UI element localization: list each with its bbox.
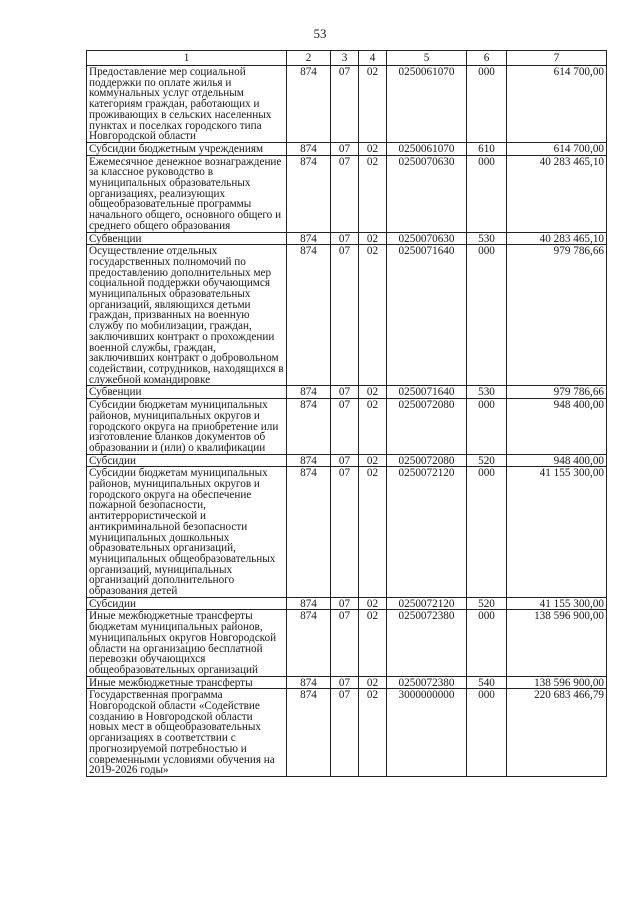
row-subsection-cell: 02 <box>359 386 387 399</box>
row-subsection-cell: 02 <box>359 155 387 232</box>
row-grbs-cell: 874 <box>287 454 331 467</box>
row-section-cell: 07 <box>331 610 359 676</box>
row-expense-type-cell: 610 <box>467 142 507 155</box>
row-expense-type-cell: 000 <box>467 155 507 232</box>
row-name-cell: Иные межбюджетные трансферты <box>87 676 287 689</box>
row-expense-type-cell: 000 <box>467 689 507 777</box>
row-grbs-cell: 874 <box>287 399 331 455</box>
row-target-article-cell: 0250072120 <box>387 467 467 597</box>
row-expense-type-cell: 530 <box>467 386 507 399</box>
row-name-cell: Государственная программа Новгородской области «Содействие созданию в Новгородской области новых мест в общеобразовательных организациях в соответствии с прогнозируемой потребностью и современными условиями обучения на 2019-2026 годы» <box>87 689 287 777</box>
row-subsection-cell: 02 <box>359 689 387 777</box>
row-section-cell: 07 <box>331 454 359 467</box>
row-grbs-cell: 874 <box>287 676 331 689</box>
row-target-article-cell: 0250071640 <box>387 245 467 386</box>
row-amount-cell: 138 596 900,00 <box>507 676 607 689</box>
page-number: 53 <box>313 26 327 41</box>
row-name-cell: Осуществление отдельных государственных полномочий по предоставлению дополнительных мер социальной поддержки обучающимся муниципальных образовательных организаций, являющихся детьми граждан, призванных на военную службу по мобилизации, граждан, заключивших контракт о прохождении военной службы, граждан, заключивших контракт о добровольном содействии, сотрудников, находящихся в служебной командировке <box>87 245 287 386</box>
row-target-article-cell: 0250070630 <box>387 232 467 245</box>
table-row <box>87 467 607 597</box>
row-grbs-cell: 874 <box>287 155 331 232</box>
row-subsection-cell: 02 <box>359 610 387 676</box>
row-amount-cell: 979 786,66 <box>507 386 607 399</box>
row-name-cell: Субсидии <box>87 597 287 610</box>
row-subsection-cell: 02 <box>359 232 387 245</box>
row-grbs-cell: 874 <box>287 232 331 245</box>
row-target-article-cell: 3000000000 <box>387 689 467 777</box>
row-amount-cell: 979 786,66 <box>507 245 607 386</box>
col-header-1: 1 <box>87 51 287 66</box>
row-name-cell: Ежемесячное денежное вознаграждение за классное руководство в муниципальных образовательных организациях, реализующих общеобразовательные программы начального общего, основного общего и среднего общего образования <box>87 155 287 232</box>
table-row <box>87 386 607 399</box>
col-header-7: 7 <box>507 51 607 66</box>
row-name-cell: Субсидии бюджетным учреждениям <box>87 142 287 155</box>
table-body <box>87 66 607 777</box>
row-name-cell: Предоставление мер социальной поддержки по оплате жилья и коммунальных услуг отдельным категориям граждан, работающих и проживающих в сельских населенных пунктах и поселках городского типа Новгородской области <box>87 66 287 143</box>
table-row <box>87 610 607 676</box>
row-section-cell: 07 <box>331 689 359 777</box>
row-amount-cell: 138 596 900,00 <box>507 610 607 676</box>
row-subsection-cell: 02 <box>359 66 387 143</box>
row-grbs-cell: 874 <box>287 610 331 676</box>
row-target-article-cell: 0250072380 <box>387 676 467 689</box>
row-amount-cell: 40 283 465,10 <box>507 155 607 232</box>
row-target-article-cell: 0250061070 <box>387 66 467 143</box>
table-row <box>87 597 607 610</box>
table-row <box>87 155 607 232</box>
row-subsection-cell: 02 <box>359 467 387 597</box>
col-header-4: 4 <box>359 51 387 66</box>
row-name-cell: Субсидии <box>87 454 287 467</box>
row-target-article-cell: 0250072120 <box>387 597 467 610</box>
row-section-cell: 07 <box>331 245 359 386</box>
row-amount-cell: 614 700,00 <box>507 66 607 143</box>
row-subsection-cell: 02 <box>359 142 387 155</box>
table-row <box>87 142 607 155</box>
row-expense-type-cell: 000 <box>467 66 507 143</box>
row-grbs-cell: 874 <box>287 142 331 155</box>
row-section-cell: 07 <box>331 467 359 597</box>
row-section-cell: 07 <box>331 232 359 245</box>
row-subsection-cell: 02 <box>359 399 387 455</box>
row-target-article-cell: 0250071640 <box>387 386 467 399</box>
col-header-6: 6 <box>467 51 507 66</box>
row-section-cell: 07 <box>331 155 359 232</box>
row-expense-type-cell: 540 <box>467 676 507 689</box>
row-section-cell: 07 <box>331 386 359 399</box>
row-expense-type-cell: 000 <box>467 610 507 676</box>
row-subsection-cell: 02 <box>359 597 387 610</box>
row-amount-cell: 948 400,00 <box>507 399 607 455</box>
col-header-5: 5 <box>387 51 467 66</box>
row-expense-type-cell: 000 <box>467 399 507 455</box>
row-name-cell: Субсидии бюджетам муниципальных районов, муниципальных округов и городского округа на приобретение или изготовление бланков документов об образовании и (или) о квалификации <box>87 399 287 455</box>
row-target-article-cell: 0250070630 <box>387 155 467 232</box>
row-expense-type-cell: 000 <box>467 467 507 597</box>
table-row <box>87 399 607 455</box>
row-section-cell: 07 <box>331 142 359 155</box>
row-expense-type-cell: 530 <box>467 232 507 245</box>
header-row <box>87 51 607 66</box>
row-section-cell: 07 <box>331 399 359 455</box>
row-expense-type-cell: 520 <box>467 454 507 467</box>
row-section-cell: 07 <box>331 597 359 610</box>
col-header-3: 3 <box>331 51 359 66</box>
row-grbs-cell: 874 <box>287 597 331 610</box>
row-subsection-cell: 02 <box>359 454 387 467</box>
table-row <box>87 689 607 777</box>
budget-table <box>86 50 607 777</box>
row-name-cell: Субвенции <box>87 232 287 245</box>
row-target-article-cell: 0250072380 <box>387 610 467 676</box>
row-amount-cell: 41 155 300,00 <box>507 467 607 597</box>
table-row <box>87 676 607 689</box>
row-amount-cell: 41 155 300,00 <box>507 597 607 610</box>
row-target-article-cell: 0250072080 <box>387 454 467 467</box>
table-row <box>87 66 607 143</box>
table-row <box>87 245 607 386</box>
row-name-cell: Иные межбюджетные трансферты бюджетам муниципальных районов, муниципальных округов Новгородской области на организацию бесплатной перевозки обучающихся общеобразовательных организаций <box>87 610 287 676</box>
row-expense-type-cell: 520 <box>467 597 507 610</box>
row-target-article-cell: 0250061070 <box>387 142 467 155</box>
row-section-cell: 07 <box>331 66 359 143</box>
row-amount-cell: 948 400,00 <box>507 454 607 467</box>
row-amount-cell: 220 683 466,79 <box>507 689 607 777</box>
col-header-2: 2 <box>287 51 331 66</box>
row-subsection-cell: 02 <box>359 676 387 689</box>
row-grbs-cell: 874 <box>287 245 331 386</box>
table-row <box>87 232 607 245</box>
row-grbs-cell: 874 <box>287 66 331 143</box>
row-name-cell: Субсидии бюджетам муниципальных районов, муниципальных округов и городского округа на обеспечение пожарной безопасности, антитеррористической и антикриминальной безопасности муниципальных дошкольных образовательных организаций, муниципальных общеобразовательных организаций, муниципальных организаций дополнительного образования детей <box>87 467 287 597</box>
row-amount-cell: 614 700,00 <box>507 142 607 155</box>
row-amount-cell: 40 283 465,10 <box>507 232 607 245</box>
row-name-cell: Субвенции <box>87 386 287 399</box>
row-subsection-cell: 02 <box>359 245 387 386</box>
row-grbs-cell: 874 <box>287 467 331 597</box>
row-target-article-cell: 0250072080 <box>387 399 467 455</box>
row-grbs-cell: 874 <box>287 689 331 777</box>
row-section-cell: 07 <box>331 676 359 689</box>
row-expense-type-cell: 000 <box>467 245 507 386</box>
row-grbs-cell: 874 <box>287 386 331 399</box>
table-row <box>87 454 607 467</box>
